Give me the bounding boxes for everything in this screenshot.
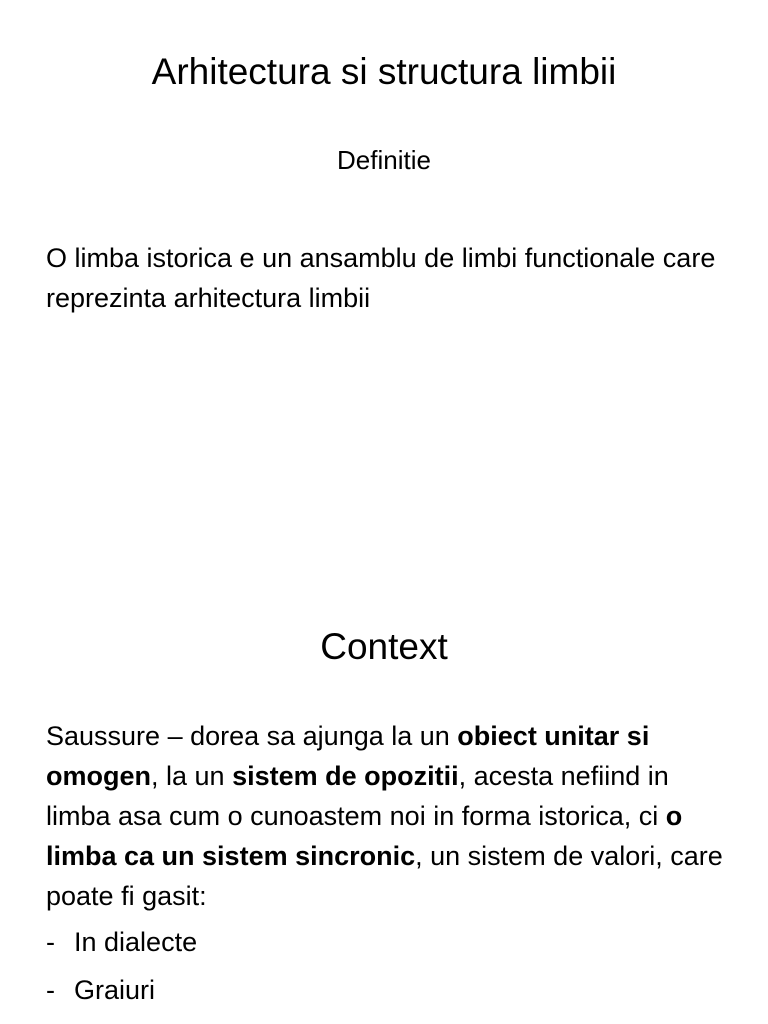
list-item-text: In dialecte: [74, 927, 198, 957]
bold-phrase: obiect unitar si omogen: [46, 721, 650, 791]
list-item-text: Graiuri: [74, 975, 156, 1005]
text-segment: , un sistem de valori, care poate fi gasit:: [46, 841, 723, 911]
bold-phrase: o limba ca un sistem sincronic: [46, 801, 683, 871]
slide-title: Arhitectura si structura limbii: [151, 51, 617, 92]
bullet-marker: -: [46, 927, 55, 957]
list-item: [46, 922, 736, 962]
bullet-list: [46, 922, 736, 1010]
slide-context: [0, 512, 768, 1024]
bullet-marker: -: [46, 975, 55, 1005]
definition-text: O limba istorica e un ansamblu de limbi functionale care reprezinta arhitectura limbii: [46, 243, 716, 313]
text-segment: , acesta nefiind in limba asa cum o cunoastem noi in forma istorica, ci: [46, 761, 669, 831]
context-text: [46, 716, 736, 1018]
bold-phrase: sistem de opozitii: [232, 761, 459, 791]
slide-title: Context: [320, 626, 448, 667]
text-segment: Saussure – dorea sa ajunga la un: [46, 721, 458, 751]
list-item: [46, 970, 736, 1010]
slide-subtitle: Definitie: [337, 145, 431, 175]
text-segment: , la un: [151, 761, 233, 791]
